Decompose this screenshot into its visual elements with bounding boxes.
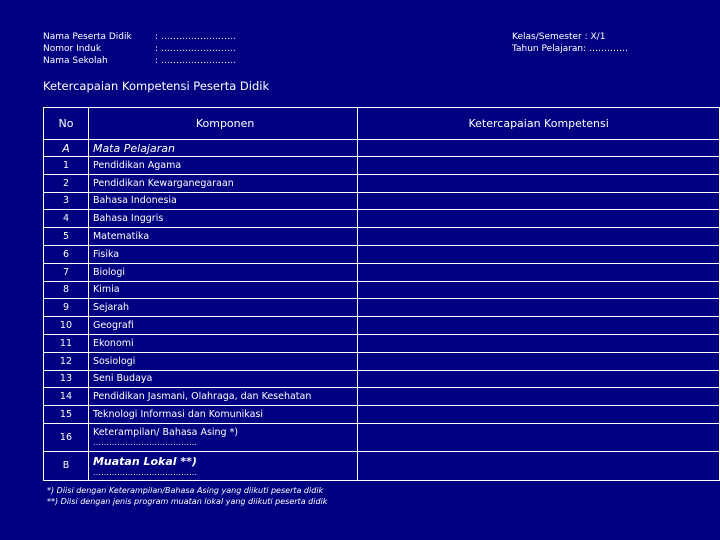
school-name-value: : …………………….: [155, 56, 236, 66]
header-no: No: [44, 108, 89, 140]
row-value-cell: [358, 388, 720, 406]
school-name-row: [43, 55, 236, 67]
section-b-cell: [88, 451, 357, 480]
row-label: Bahasa Inggris: [88, 210, 357, 228]
row-label: Seni Budaya: [88, 370, 357, 388]
academic-year: Tahun Pelajaran: ………….: [512, 44, 628, 54]
row-value-cell: [358, 281, 720, 299]
table-row: [44, 299, 720, 317]
row-no: 13: [44, 370, 89, 388]
table-row: [44, 228, 720, 246]
section-b-row: [44, 451, 720, 480]
section-b-label: Muatan Lokal **): [92, 454, 197, 468]
competency-table: [43, 107, 720, 481]
row-label: [88, 423, 357, 451]
table-row: [44, 210, 720, 228]
row-no: 2: [44, 174, 89, 192]
footnote-2: **) Diisi dengan jenis program muatan lokal yang diikuti peserta didik: [47, 497, 328, 506]
row-value-cell: [358, 423, 720, 451]
student-name-value: : …………………….: [155, 32, 236, 42]
student-name-row: [43, 31, 236, 43]
row-value-cell: [358, 334, 720, 352]
row-16-label: Keterampilan/ Bahasa Asing *): [92, 427, 239, 439]
table-row: [44, 174, 720, 192]
row-label: Biologi: [88, 263, 357, 281]
student-name-label: Nama Peserta Didik: [43, 32, 132, 42]
row-no: 9: [44, 299, 89, 317]
school-name-label: Nama Sekolah: [43, 56, 108, 66]
table-row: [44, 406, 720, 424]
section-a-no: A: [44, 140, 89, 157]
row-value-cell: [358, 210, 720, 228]
header-ketercapaian: Ketercapaian Kompetensi: [358, 108, 720, 140]
row-value-cell: [358, 352, 720, 370]
row-no: 8: [44, 281, 89, 299]
student-number-value: : …………………….: [155, 44, 236, 54]
section-title: Ketercapaian Kompetensi Peserta Didik: [43, 79, 270, 93]
row-no: 10: [44, 317, 89, 335]
row-label: Kimia: [88, 281, 357, 299]
row-no: 11: [44, 334, 89, 352]
table-row: [44, 370, 720, 388]
student-info: [43, 31, 236, 67]
student-number-label: Nomor Induk: [43, 44, 102, 54]
row-no: 12: [44, 352, 89, 370]
row-no: 6: [44, 245, 89, 263]
row-no: 15: [44, 406, 89, 424]
row-label: Teknologi Informasi dan Komunikasi: [88, 406, 357, 424]
row-label: Pendidikan Agama: [88, 157, 357, 175]
section-b-no: B: [44, 451, 89, 480]
row-no: 7: [44, 263, 89, 281]
row-no: 1: [44, 157, 89, 175]
class-semester: Kelas/Semester : X/1: [512, 32, 606, 42]
table-row: [44, 423, 720, 451]
row-value-cell: [358, 263, 720, 281]
row-value-cell: [358, 245, 720, 263]
row-no: 16: [44, 423, 89, 451]
table-header-row: [44, 108, 720, 140]
section-a-value: [358, 140, 720, 157]
section-a-label: Mata Pelajaran: [88, 140, 357, 157]
row-label: Pendidikan Jasmani, Olahraga, dan Kesehatan: [88, 388, 357, 406]
table-row: [44, 192, 720, 210]
row-label: Sosiologi: [88, 352, 357, 370]
row-no: 3: [44, 192, 89, 210]
row-label: Sejarah: [88, 299, 357, 317]
table-row: [44, 157, 720, 175]
row-no: 14: [44, 388, 89, 406]
row-no: 4: [44, 210, 89, 228]
class-info: [512, 31, 628, 55]
table-row: [44, 334, 720, 352]
table-row: [44, 245, 720, 263]
section-b-value: [358, 451, 720, 480]
row-16-dots: …………………………………: [92, 438, 197, 448]
row-value-cell: [358, 228, 720, 246]
row-no: 5: [44, 228, 89, 246]
row-value-cell: [358, 317, 720, 335]
section-b-dots: …………………………………: [92, 467, 197, 477]
row-value-cell: [358, 174, 720, 192]
row-value-cell: [358, 370, 720, 388]
row-value-cell: [358, 157, 720, 175]
header-komponen: Komponen: [88, 108, 357, 140]
row-label: Ekonomi: [88, 334, 357, 352]
row-value-cell: [358, 406, 720, 424]
table-row: [44, 388, 720, 406]
row-value-cell: [358, 299, 720, 317]
row-value-cell: [358, 192, 720, 210]
row-label: Bahasa Indonesia: [88, 192, 357, 210]
row-label: Fisika: [88, 245, 357, 263]
row-label: Geografi: [88, 317, 357, 335]
table-row: [44, 263, 720, 281]
section-a-row: [44, 140, 720, 157]
footnote-1: *) Diisi dengan Keterampilan/Bahasa Asing yang diikuti peserta didik: [47, 486, 324, 495]
table-row: [44, 352, 720, 370]
table-row: [44, 317, 720, 335]
table-row: [44, 281, 720, 299]
row-label: Pendidikan Kewarganegaraan: [88, 174, 357, 192]
row-label: Matematika: [88, 228, 357, 246]
student-number-row: [43, 43, 236, 55]
